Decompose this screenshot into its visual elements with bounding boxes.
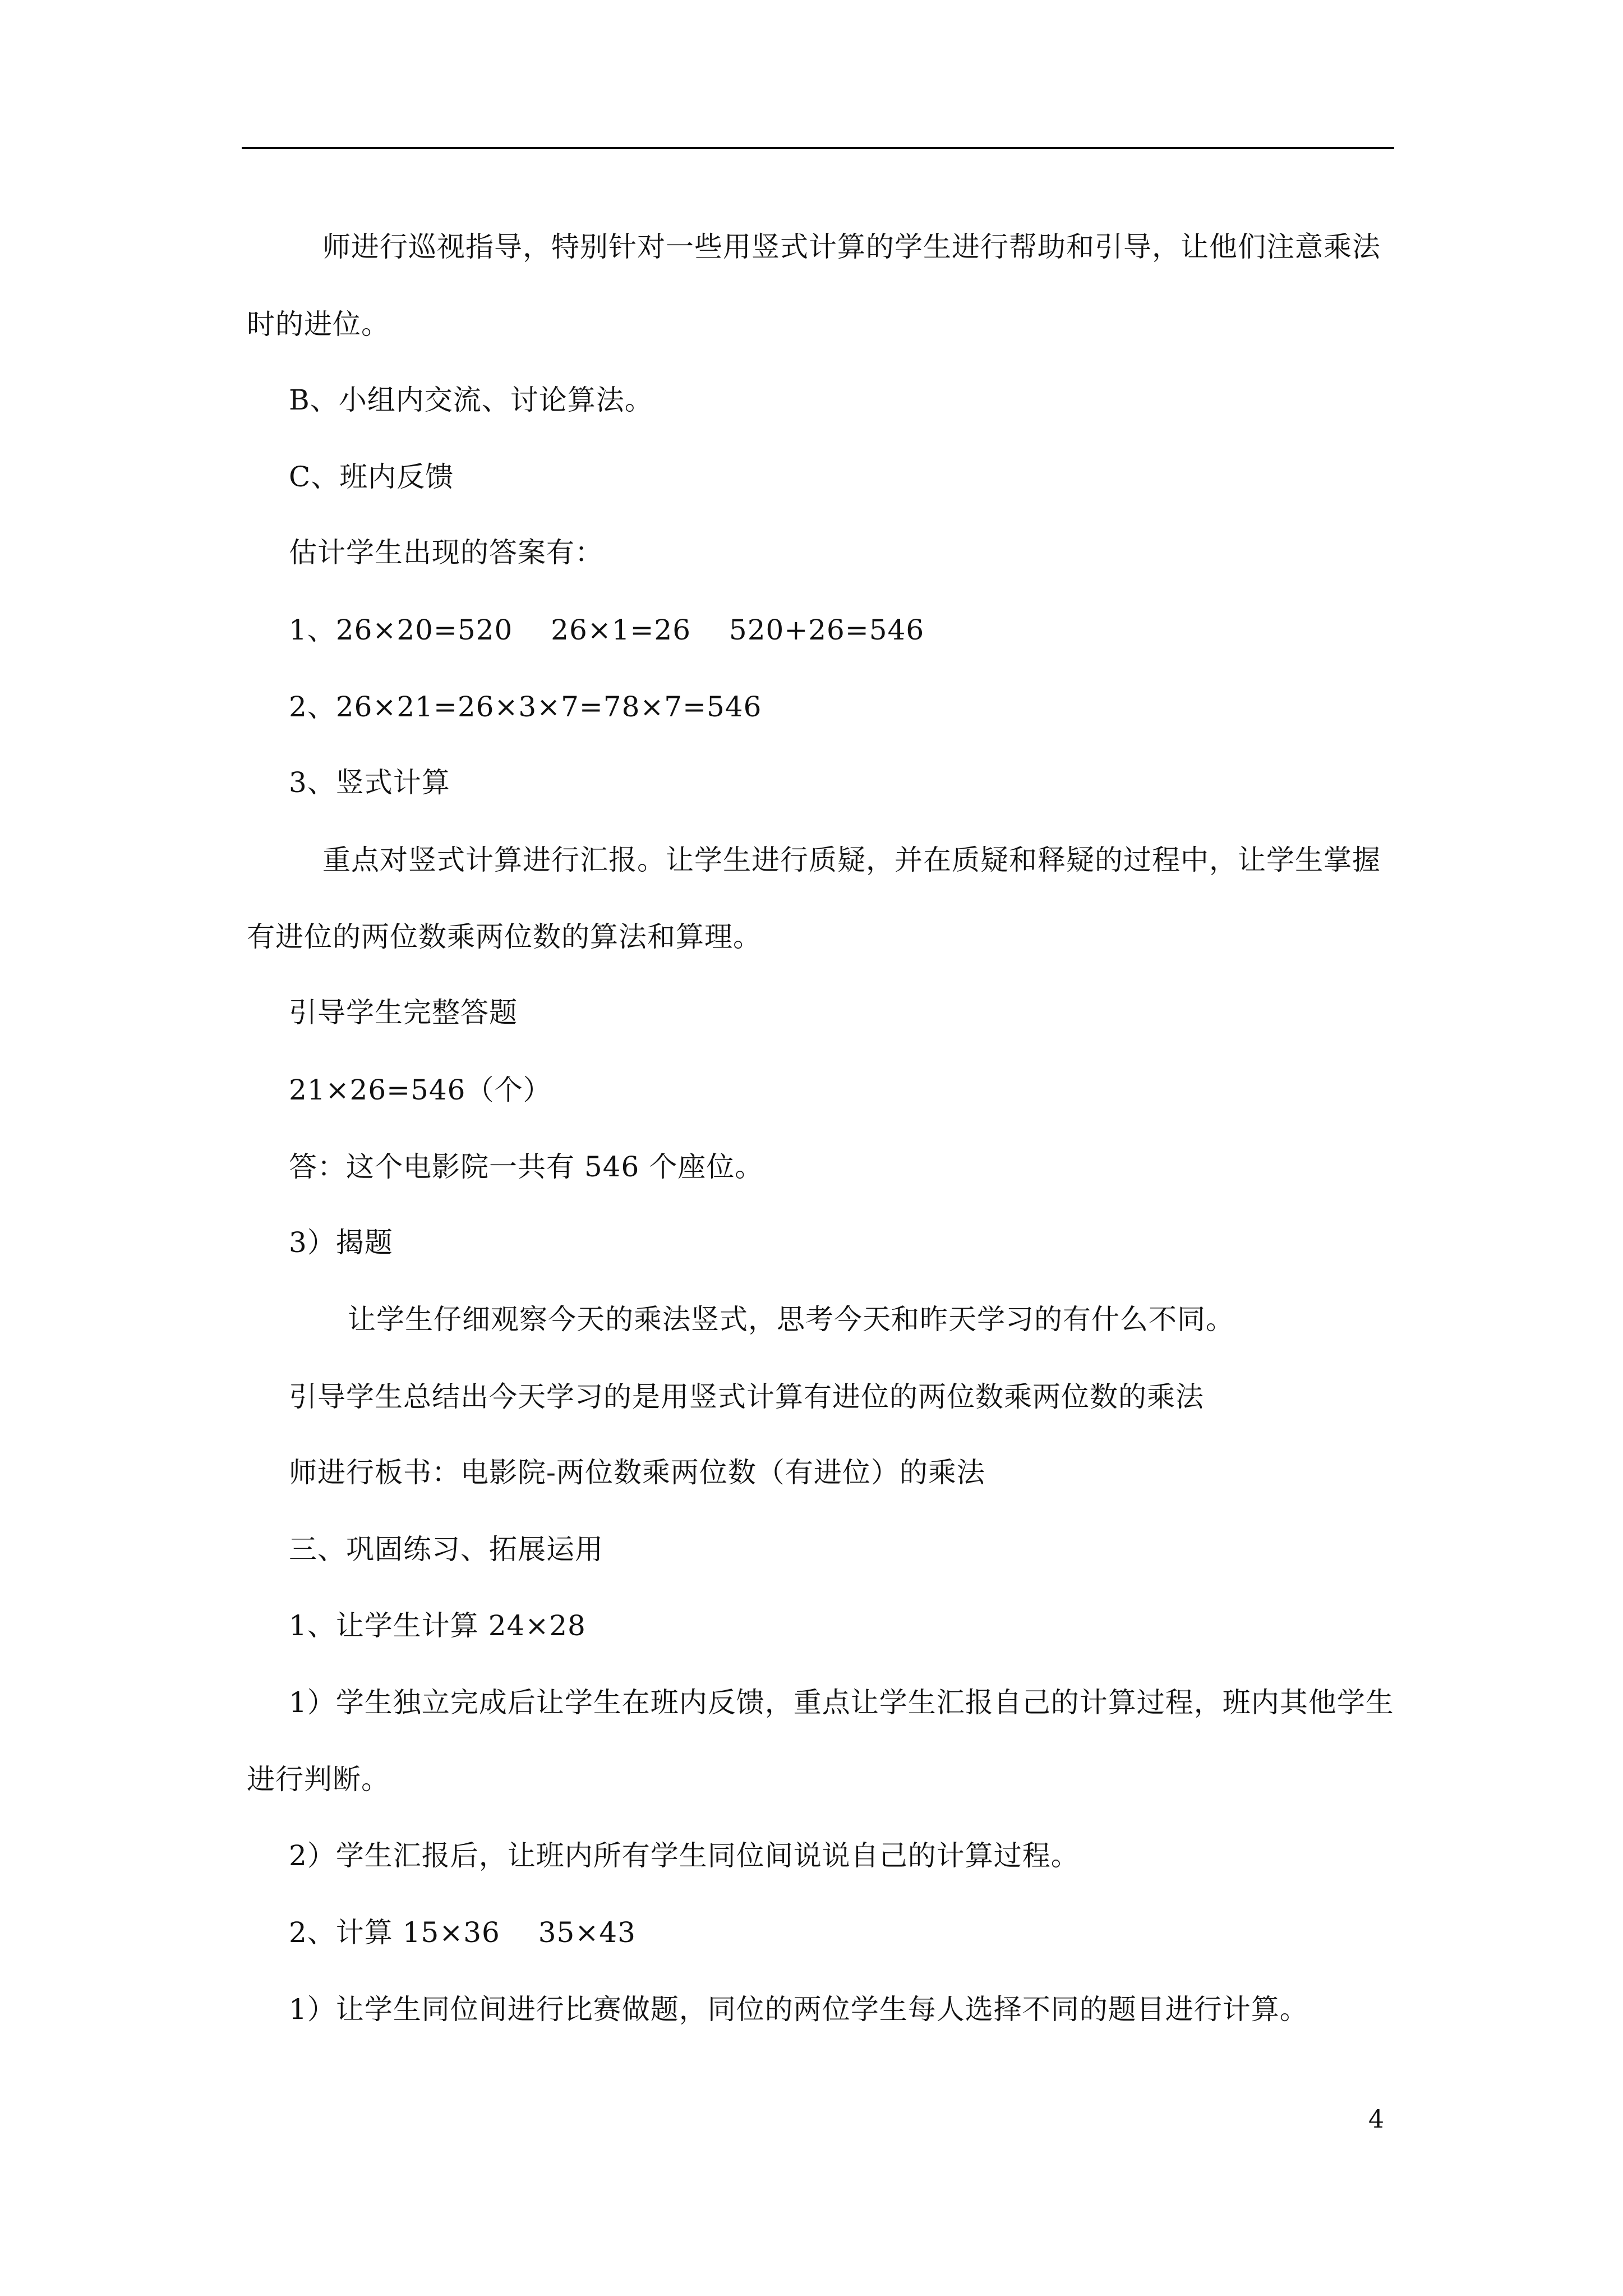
paragraph-line: 重点对竖式计算进行汇报。让学生进行质疑，并在质疑和释疑的过程中，让学生掌握 <box>322 844 1381 876</box>
header-rule <box>242 147 1394 149</box>
paragraph-line: 三、巩固练习、拓展运用 <box>289 1533 603 1566</box>
paragraph-line: 1）让学生同位间进行比赛做题，同位的两位学生每人选择不同的题目进行计算。 <box>289 1993 1308 2026</box>
paragraph-line: 进行判断。 <box>247 1763 390 1796</box>
paragraph-line: 引导学生总结出今天学习的是用竖式计算有进位的两位数乘两位数的乘法 <box>289 1381 1204 1413</box>
paragraph-line: 师进行巡视指导，特别针对一些用竖式计算的学生进行帮助和引导，让他们注意乘法 <box>322 231 1381 263</box>
page-number: 4 <box>1368 2105 1384 2134</box>
paragraph-line: 1、26×20=520 26×1=26 520+26=546 <box>289 614 925 646</box>
paragraph-line: 答：这个电影院一共有 546 个座位。 <box>289 1151 764 1183</box>
paragraph-line: 师进行板书：电影院-两位数乘两位数（有进位）的乘法 <box>289 1456 985 1489</box>
paragraph-line: 引导学生完整答题 <box>289 996 518 1029</box>
paragraph-line: 估计学生出现的答案有： <box>289 536 603 569</box>
paragraph-line: 2、计算 15×36 35×43 <box>289 1916 636 1949</box>
paragraph-line: 有进位的两位数乘两位数的算法和算理。 <box>247 921 762 953</box>
paragraph-line: 21×26=546（个） <box>289 1074 552 1106</box>
paragraph-line: 1、让学生计算 24×28 <box>289 1609 586 1642</box>
paragraph-line: C、班内反馈 <box>289 461 454 493</box>
paragraph-line: B、小组内交流、讨论算法。 <box>289 384 653 416</box>
paragraph-line: 时的进位。 <box>247 308 390 341</box>
paragraph-line: 1）学生独立完成后让学生在班内反馈，重点让学生汇报自己的计算过程，班内其他学生 <box>289 1686 1394 1719</box>
paragraph-line: 2、26×21=26×3×7=78×7=546 <box>289 691 762 723</box>
paragraph-line: 3）揭题 <box>289 1226 393 1259</box>
paragraph-line: 让学生仔细观察今天的乘法竖式，思考今天和昨天学习的有什么不同。 <box>348 1303 1234 1336</box>
paragraph-line: 3、竖式计算 <box>289 766 450 799</box>
paragraph-line: 2）学生汇报后，让班内所有学生同位间说说自己的计算过程。 <box>289 1839 1080 1872</box>
